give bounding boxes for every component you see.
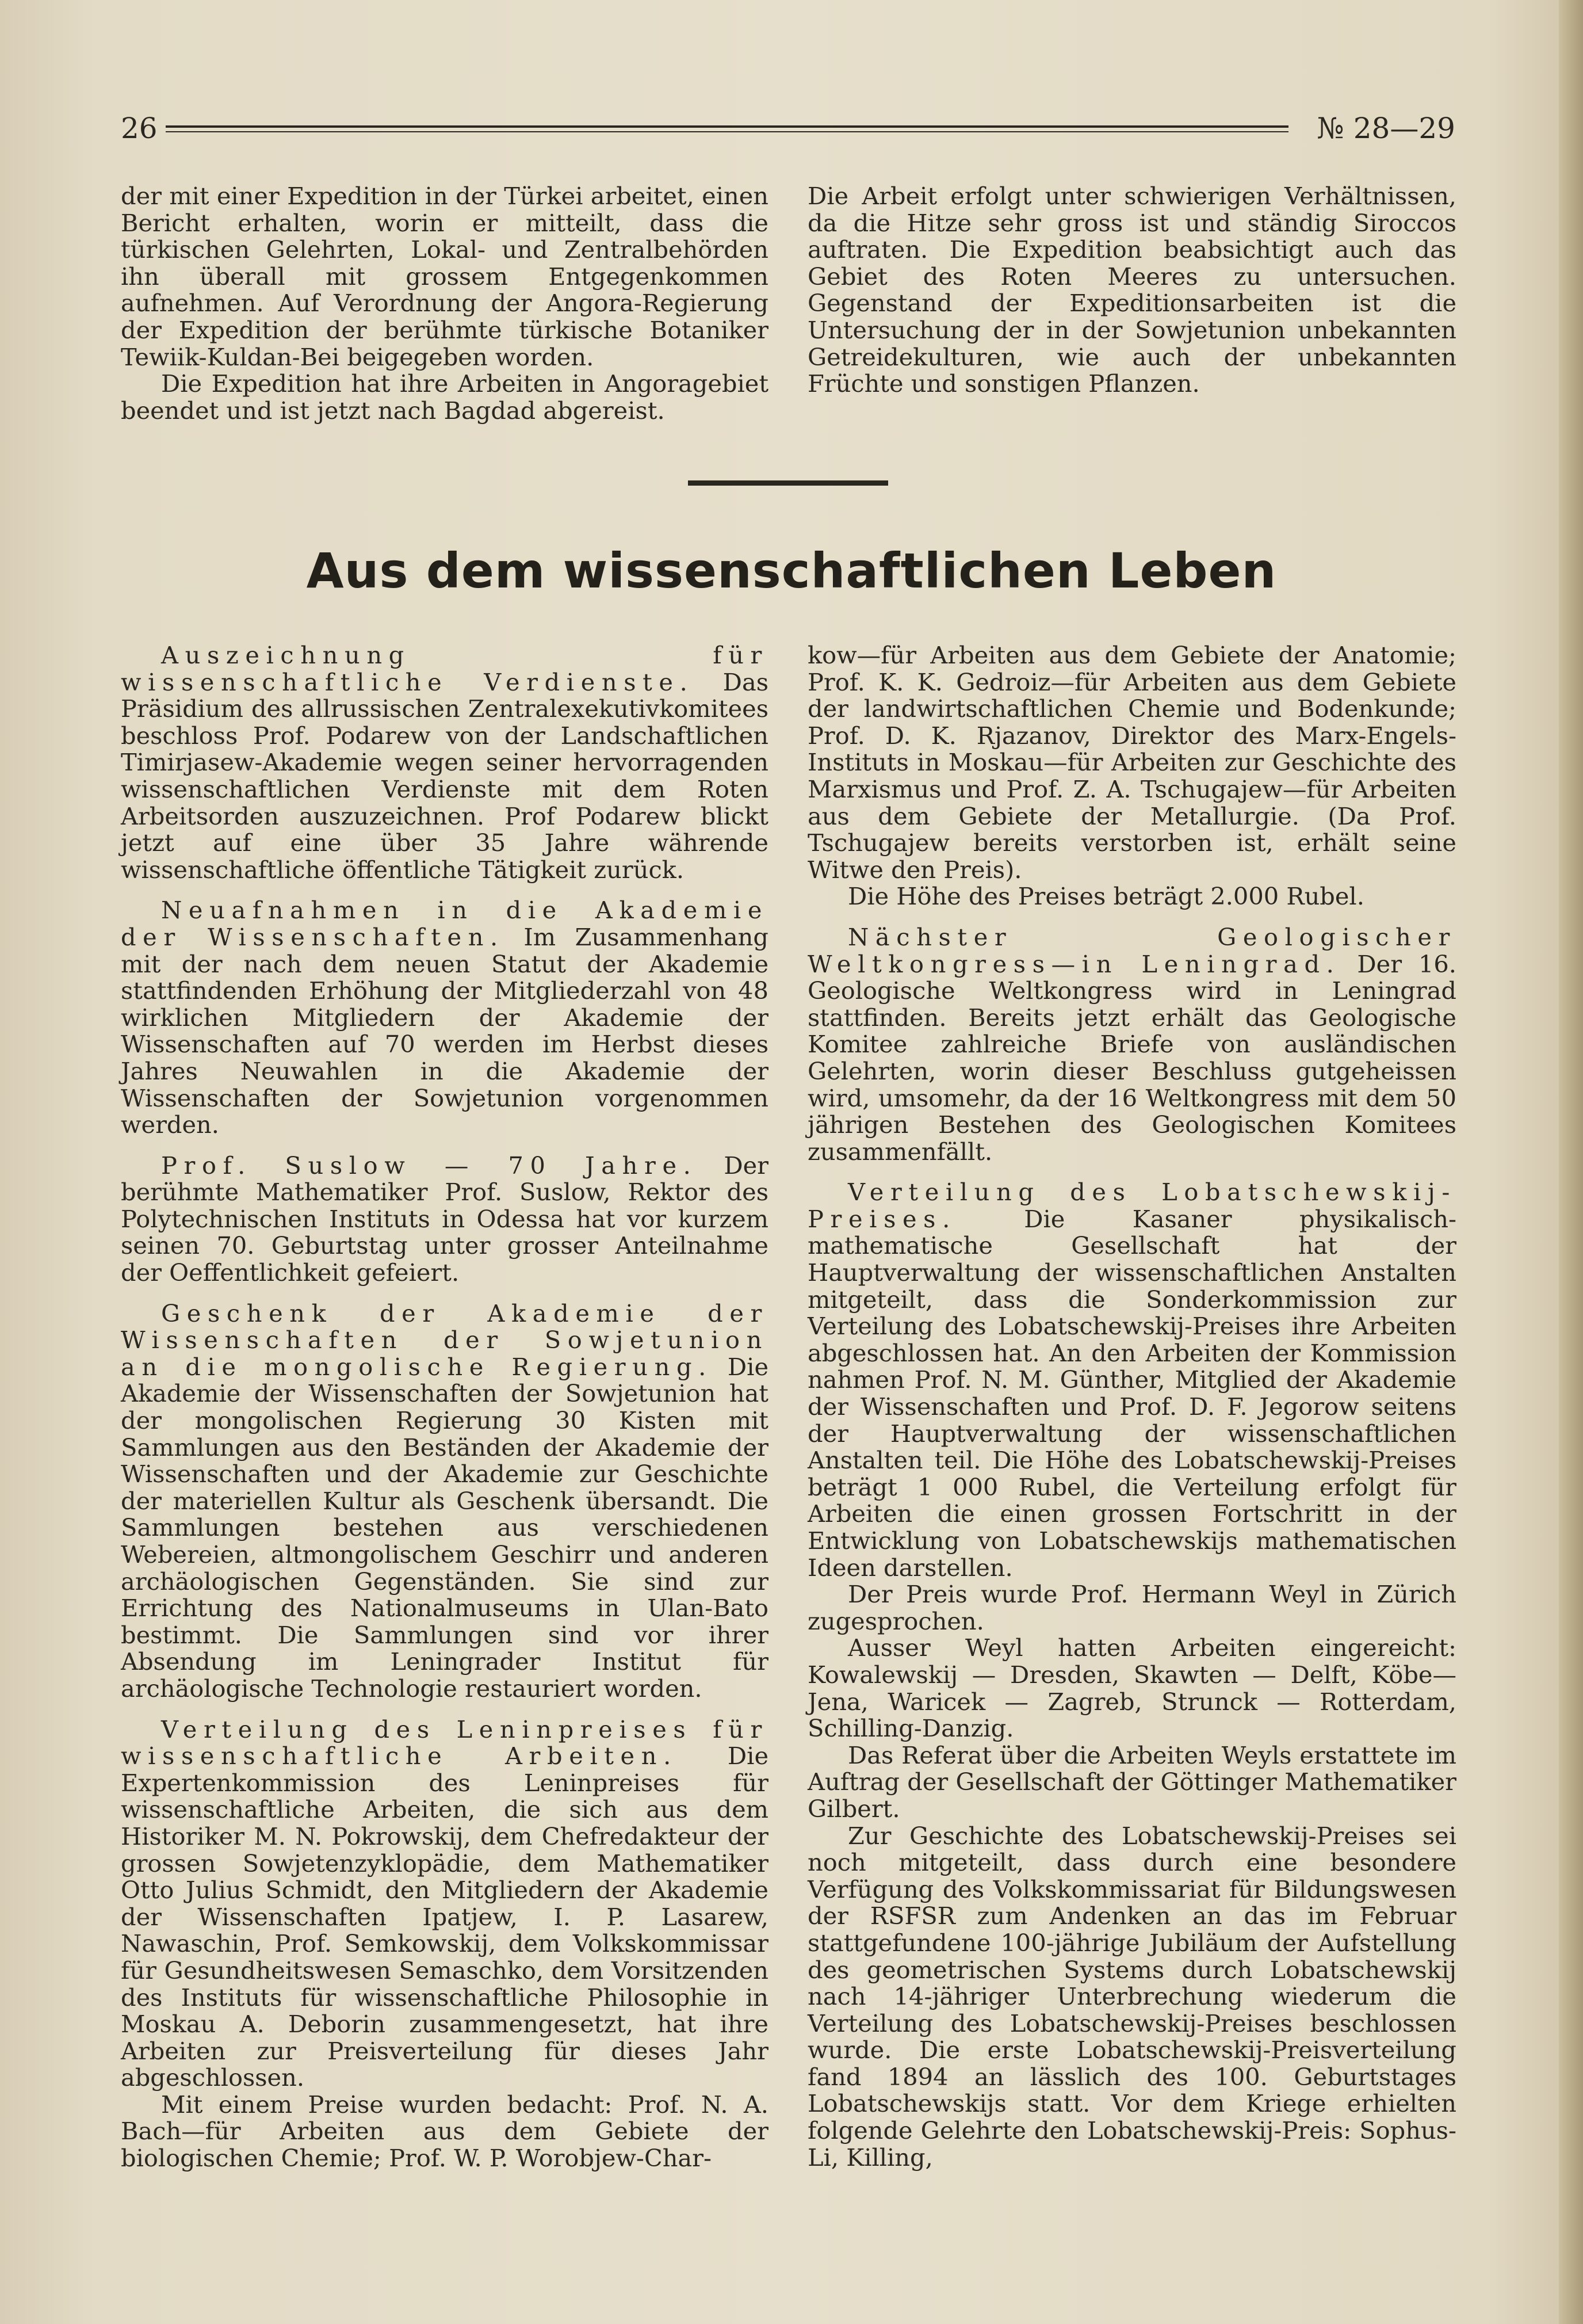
item-heading: Nächster Geologischer Weltkongress—in Leningrad.: [808, 922, 1456, 978]
news-item: [808, 1742, 1456, 1823]
left-column: [121, 642, 768, 2172]
news-item: [121, 1153, 768, 1287]
item-heading: Prof. Suslow — 70 Jahre.: [161, 1151, 698, 1180]
item-text: Das Präsidium des allrussischen Zentralexekutivkomitees beschloss Prof. Podarew von der Landschaftlichen Timirjasew-Akademie wegen seiner hervorragenden wissenschaftlichen Verdienste mit dem Roten Arbeitsorden auszuzeichnen. Prof Podarew blickt jetzt auf eine über 35 Jahre währende wissenschaftliche öffentliche Tätigkeit zurück.: [121, 667, 768, 884]
item-heading: Verteilung des Leninpreises für wissenschaftliche Arbeiten.: [121, 1715, 768, 1770]
page-edge: [1559, 0, 1583, 2324]
item-text: Die Kasaner physikalisch-mathematische Gesellschaft hat der Hauptverwaltung der wissenschaftlichen Anstalten mitgeteilt, dass die Sonderkommission zur Verteilung des Lobatschewskij-Preises ihre Arbeiten abgeschlossen hat. An den Arbeiten der Kommission nahmen Prof. N. M. Günther, Mitglied der Akademie der Wissenschaften und Prof. D. F. Jegorow seitens der Hauptverwaltung der wissenschaftlichen Anstalten teil. Die Höhe des Lobatschewskij-Preises beträgt 1 000 Rubel, die Verteilung erfolgt für Arbeiten die einen grossen Fortschritt in der Entwicklung von Lobatschewskijs mathematischen Ideen darstellen.: [808, 1204, 1456, 1582]
news-item: [808, 642, 1456, 883]
news-item: [121, 897, 768, 1138]
item-text: Die Höhe des Preises beträgt 2.000 Rubel.: [848, 882, 1364, 911]
news-item: [121, 2092, 768, 2172]
item-text: Der berühmte Mathematiker Prof. Suslow, Rektor des Polytechnischen Instituts in Odessa hat vor kurzem seinen 70. Geburtstag unter grosser Anteilnahme der Oeffentlichkeit gefeiert.: [121, 1151, 768, 1287]
item-text: Im Zusammenhang mit der nach dem neuen Statut der Akademie stattfindenden Erhöhung der Mitgliederzahl von 48 wirklichen Mitgliedern der Akademie der Wissenschaften auf 70 werden im Herbst dieses Jahres Neuwahlen in die Akademie der Wissenschaften der Sowjetunion vorgenommen werden.: [121, 922, 768, 1139]
item-text: Ausser Weyl hatten Arbeiten eingereicht: Kowalewskij — Dresden, Skawten — Delft, Köbe—Jena, Waricek — Zagreb, Strunck — Rotterdam, Schilling-Danzig.: [808, 1634, 1456, 1743]
paragraph: der mit einer Expedition in der Türkei arbeitet, einen Bericht erhalten, worin er mitteilt, dass die türkischen Gelehrten, Lokal- und Zentralbehörden ihn überall mit grossem Entgegenkommen aufnehmen. Auf Verordnung der Angora-Regierung der Expedition der berühmte türkische Botaniker Tewiik-Kuldan-Bei beigegeben worden.: [121, 182, 768, 371]
item-text: Der 16. Geologische Weltkongress wird in Leningrad stattfinden. Bereits jetzt erhält das Geologische Komitee zahlreiche Briefe von ausländischen Gelehrten, worin dieser Beschluss gutgeheissen wird, umsomehr, da der 16 Weltkongress mit dem 50 jährigen Bestehen des Geologischen Komitees zusammenfällt.: [808, 949, 1456, 1166]
item-text: Zur Geschichte des Lobatschewskij-Preises sei noch mitgeteilt, dass durch eine besondere Verfügung des Volkskommissariat für Bildungswesen der RSFSR zum Andenken an das im Februar stattgefundene 100-jährige Jubiläum der Aufstellung des geometrischen Systems durch Lobatschewskij nach 14-jähriger Unterbrechung wiederum die Verteilung des Lobatschewskij-Preises beschlossen wurde. Die erste Lobatschewskij-Preisverteilung fand 1894 an lässlich des 100. Geburtstages Lobatschewskijs statt. Vor dem Kriege erhielten folgende Gelehrte den Lobatschewskij-Preis: Sophus-Li, Killing,: [808, 1821, 1456, 2172]
news-item: [121, 1300, 768, 1703]
news-item: [808, 1635, 1456, 1742]
news-item: [808, 924, 1456, 1165]
item-heading: Verteilung des Lobatschewskij-Preises.: [808, 1178, 1456, 1233]
issue-number: № 28—29: [1317, 112, 1455, 145]
item-heading: Auszeichnung für wissenschaftliche Verdienste.: [121, 641, 768, 696]
top-right-column: [808, 183, 1456, 398]
item-text: Das Referat über die Arbeiten Weyls erstattete im Auftrag der Gesellschaft der Göttinger Mathematiker Gilbert.: [808, 1741, 1456, 1823]
news-item: [808, 883, 1456, 910]
item-text: Mit einem Preise wurden bedacht: Prof. N. A. Bach—für Arbeiten aus dem Gebiete der biologischen Chemie; Prof. W. P. Worobjew-Char-: [121, 2090, 768, 2173]
right-column: [808, 642, 1456, 2171]
page-number: 26: [121, 112, 158, 145]
news-item: [808, 1179, 1456, 1581]
top-left-column: [121, 183, 768, 424]
item-text: Die Akademie der Wissenschaften der Sowjetunion hat der mongolischen Regierung 30 Kisten mit Sammlungen aus den Beständen der Akademie der Wissenschaften und der Akademie zur Geschichte der materiellen Kultur als Geschenk übersandt. Die Sammlungen bestehen aus verschiedenen Webereien, altmongolischem Geschirr und anderen archäologischen Gegenständen. Sie sind zur Errichtung des Nationalmuseums in Ulan-Bato bestimmt. Die Sammlungen sind vor ihrer Absendung im Leningrader Institut für archäologische Technologie restauriert worden.: [121, 1352, 769, 1703]
section-divider: [688, 480, 888, 486]
item-text: Die Expertenkommission des Leninpreises für wissenschaftliche Arbeiten, die sich aus dem Historiker M. N. Pokrowskij, dem Chefredakteur der grossen Sowjetenzyklopädie, dem Mathematiker Otto Julius Schmidt, den Mitgliedern der Akademie der Wissenschaften Ipatjew, I. P. Lasarew, Nawaschin, Prof. Semkowskij, dem Volkskommissar für Gesundheitswesen Semaschko, dem Vorsitzenden des Instituts für wissenschaftliche Philosophie in Moskau A. Deborin zusammengesetzt, hat ihre Arbeiten zur Preisverteilung für dieses Jahr abgeschlossen.: [121, 1742, 769, 2092]
section-title: Aus dem wissenschaftlichen Leben: [306, 543, 1277, 599]
paragraph: Die Expedition hat ihre Arbeiten in Angoragebiet beendet und ist jetzt nach Bagdad abgereist.: [121, 369, 768, 425]
paragraph: Die Arbeit erfolgt unter schwierigen Verhältnissen, da die Hitze sehr gross ist und ständig Siroccos auftraten. Die Expedition beabsichtigt auch das Gebiet des Roten Meeres zu untersuchen. Gegenstand der Expeditionsarbeiten ist die Untersuchung der in der Sowjetunion unbekannten Getreidekulturen, wie auch der unbekannten Früchte und sonstigen Pflanzen.: [808, 182, 1456, 398]
news-item: [808, 1823, 1456, 2172]
page-header: [121, 108, 1455, 148]
news-item: [121, 1716, 768, 2092]
item-heading: Neuafnahmen in die Akademie der Wissenschaften.: [121, 896, 768, 951]
news-item: [121, 642, 768, 883]
item-text: Der Preis wurde Prof. Hermann Weyl in Zürich zugesprochen.: [808, 1580, 1456, 1635]
item-text: kow—für Arbeiten aus dem Gebiete der Anatomie; Prof. K. K. Gedroiz—für Arbeiten aus dem Gebiete der landwirtschaftlichen Chemie und Bodenkunde; Prof. D. K. Rjazanov, Direktor des Marx-Engels-Instituts in Moskau—für Arbeiten zur Geschichte des Marxismus und Prof. Z. A. Tschugajew—für Arbeiten aus dem Gebiete der Metallurgie. (Da Prof. Tschugajew bereits verstorben ist, erhält seine Witwe den Preis).: [808, 641, 1456, 884]
header-rule: [166, 125, 1288, 132]
news-item: [808, 1581, 1456, 1635]
item-heading: Geschenk der Akademie der Wissenschaften der Sowjetunion an die mongolische Regierung.: [121, 1299, 768, 1381]
